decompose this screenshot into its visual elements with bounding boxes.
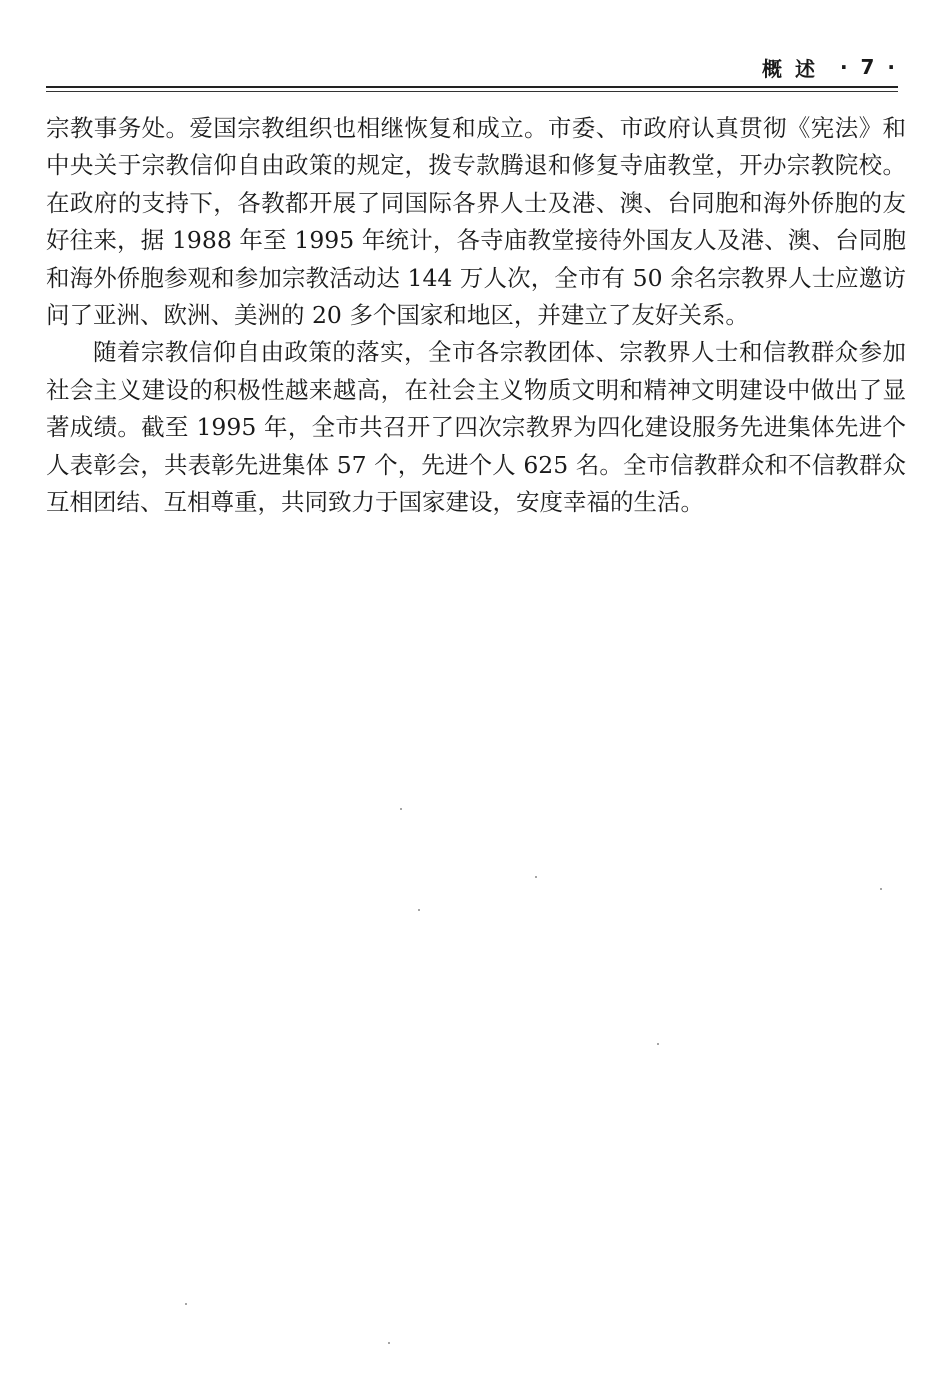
body-text bbox=[46, 110, 906, 521]
paragraph-continued: 宗教事务处。爱国宗教组织也相继恢复和成立。市委、市政府认真贯彻《宪法》和中央关于宗教信仰自由政策的规定，拨专款腾退和修复寺庙教堂，开办宗教院校。在政府的支持下，各教都开展了同国际各界人士及港、澳、台同胞和海外侨胞的友好往来，据 1988 年至 1995 年统计，各寺庙教堂接待外国友人及港、澳、台同胞和海外侨胞参观和参加宗教活动达 144 万人次，全市有 50 余名宗教界人士应邀访问了亚洲、欧洲、美洲的 20 多个国家和地区，并建立了友好关系。 bbox=[46, 114, 906, 330]
scan-speck bbox=[400, 808, 402, 810]
scan-speck bbox=[657, 1043, 659, 1045]
scan-speck bbox=[880, 888, 882, 890]
header-rule bbox=[46, 86, 898, 88]
scan-speck bbox=[388, 1342, 390, 1344]
section-title: 概 述 bbox=[761, 56, 818, 81]
page-number: · 7 · bbox=[839, 55, 898, 79]
scan-speck bbox=[185, 1303, 187, 1305]
running-header bbox=[46, 50, 898, 84]
paragraph: 随着宗教信仰自由政策的落实，全市各宗教团体、宗教界人士和信教群众参加社会主义建设的积极性越来越高，在社会主义物质文明和精神文明建设中做出了显著成绩。截至 1995 年，全市共召开了四次宗教界为四化建设服务先进集体先进个人表彰会，共表彰先进集体 57 个，先进个人 625 名。全市信教群众和不信教群众互相团结、互相尊重，共同致力于国家建设，安度幸福的生活。 bbox=[46, 338, 906, 517]
scan-speck bbox=[535, 876, 537, 878]
scan-speck bbox=[418, 909, 420, 911]
